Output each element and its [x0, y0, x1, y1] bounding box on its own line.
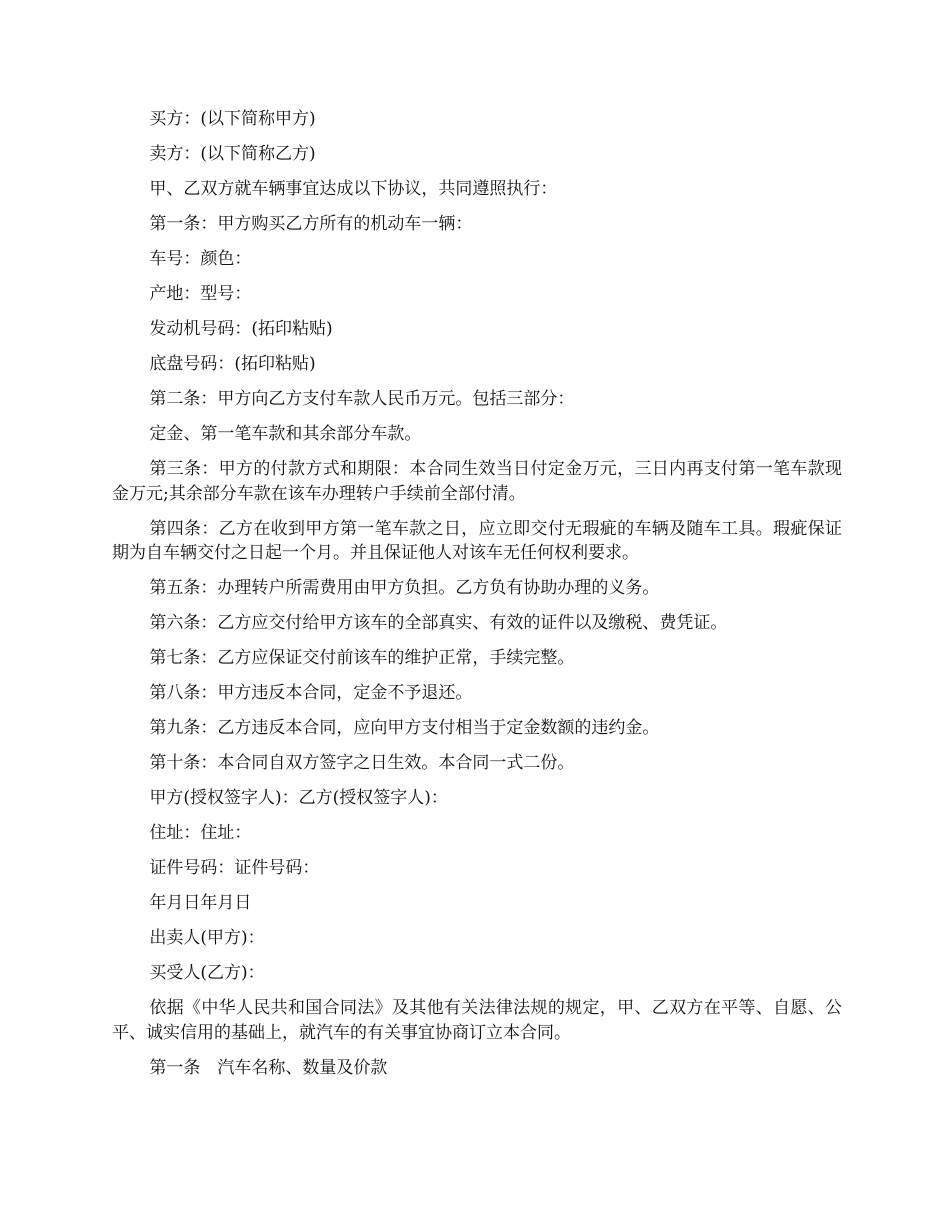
- seller-line: 卖方：(以下简称乙方): [149, 144, 316, 164]
- id-number-line: 证件号码：证件号码：: [149, 858, 320, 878]
- article-5: 第五条：办理转户所需费用由甲方负担。乙方负有协助办理的义务。: [149, 578, 660, 598]
- article-1: 第一条：甲方购买乙方所有的机动车一辆：: [149, 214, 473, 234]
- article-9: 第九条：乙方违反本合同，应向甲方支付相当于定金数额的违约金。: [149, 718, 660, 738]
- article-2: 第二条：甲方向乙方支付车款人民币万元。包括三部分：: [149, 389, 575, 409]
- buyer-line: 买方：(以下简称甲方): [149, 109, 316, 129]
- address-line: 住址：住址：: [149, 823, 252, 843]
- article-2-parts: 定金、第一笔车款和其余部分车款。: [149, 424, 422, 444]
- section-1-heading: 第一条 汽车名称、数量及价款: [149, 1057, 388, 1078]
- document-body: [112, 107, 842, 1091]
- article-10: 第十条：本合同自双方签字之日生效。本合同一式二份。: [149, 753, 575, 773]
- engine-number-line: 发动机号码：(拓印粘贴): [149, 319, 333, 339]
- plate-color-line: 车号：颜色：: [149, 249, 252, 269]
- article-3: 第三条：甲方的付款方式和期限：本合同生效当日付定金万元，三日内再支付第一笔车款现金万元;其余部分车款在该车办理转户手续前全部付清。: [112, 459, 842, 504]
- article-4: 第四条：乙方在收到甲方第一笔车款之日，应立即交付无瑕疵的车辆及随车工具。瑕疵保证期为自车辆交付之日起一个月。并且保证他人对该车无任何权利要求。: [112, 518, 842, 563]
- origin-model-line: 产地：型号：: [149, 284, 252, 304]
- chassis-number-line: 底盘号码：(拓印粘贴): [149, 354, 316, 374]
- article-6: 第六条：乙方应交付给甲方该车的全部真实、有效的证件以及缴税、费凭证。: [149, 613, 728, 633]
- agreement-intro: 甲、乙双方就车辆事宜达成以下协议，共同遵照执行：: [149, 179, 558, 199]
- signatories-line: 甲方(授权签字人)：乙方(授权签字人)：: [149, 788, 448, 808]
- contract-law-preamble: 依据《中华人民共和国合同法》及其他有关法律法规的规定，甲、乙双方在平等、自愿、公平、诚实信用的基础上，就汽车的有关事宜协商订立本合同。: [112, 998, 842, 1043]
- date-line: 年月日年月日: [149, 893, 252, 913]
- buyer-party-line: 买受人(乙方)：: [149, 963, 265, 983]
- article-8: 第八条：甲方违反本合同，定金不予退还。: [149, 683, 473, 703]
- seller-party-line: 出卖人(甲方)：: [149, 928, 265, 948]
- article-7: 第七条：乙方应保证交付前该车的维护正常，手续完整。: [149, 648, 575, 668]
